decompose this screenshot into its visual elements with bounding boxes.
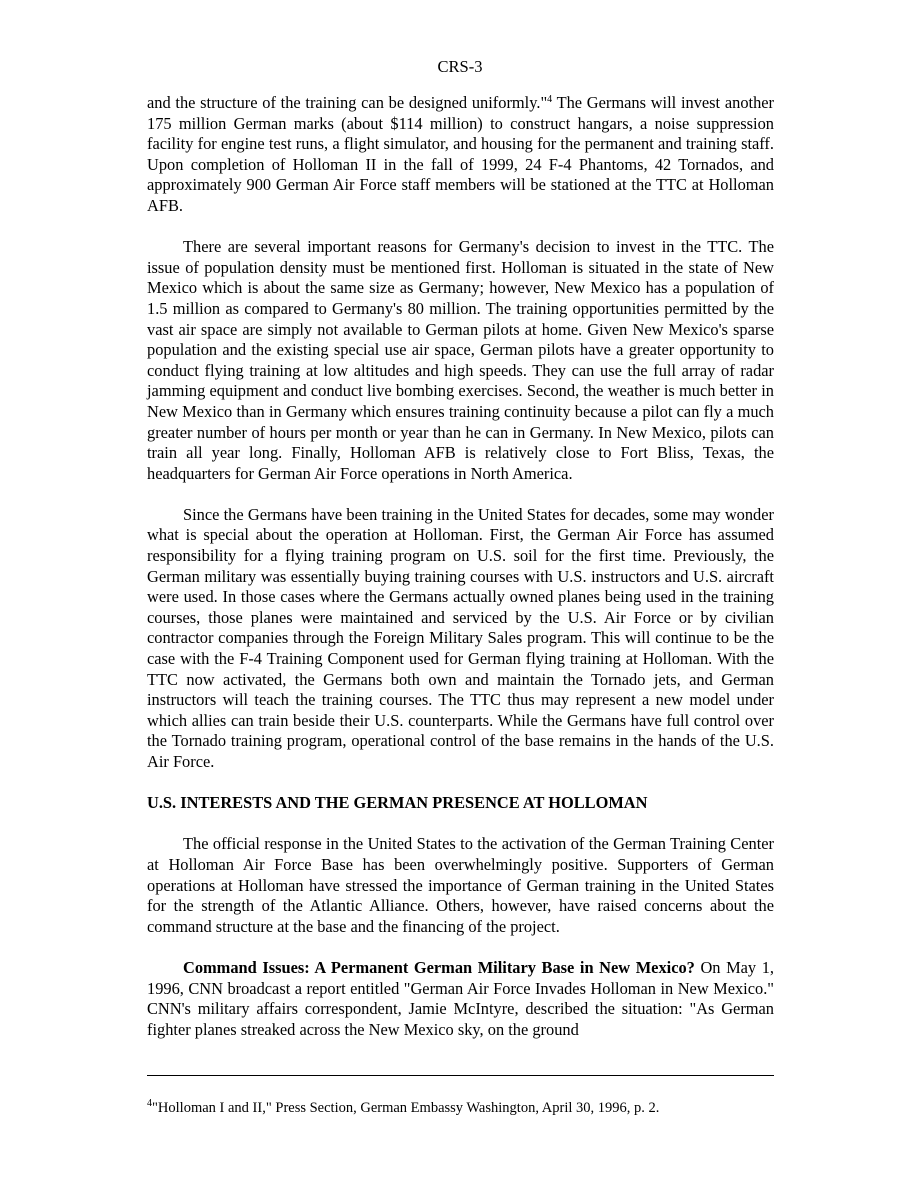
paragraph-3: Since the Germans have been training in the United States for decades, some may wonder what is special about the operation at Holloman. First, the German Air Force has assumed responsibility for a flying training program on U.S. soil for the first time. Previously, the German military was essentially buying training courses with U.S. instructors and U.S. aircraft were used. In those cases where the Germans actually owned planes being used in the training courses, those planes were maintained and serviced by the U.S. Air Force or by civilian contractor companies through the Foreign Military Sales program. This will continue to be the case with the F-4 Training Component used for German flying training at Holloman. With the TTC now activated, the Germans both own and maintain the Tornado jets, and German instructors will teach the training courses. The TTC thus may represent a new model under which allies can train beside their U.S. counterparts. While the Germans have full control over the Tornado training program, operational control of the base remains in the hands of the U.S. Air Force.	[147, 504, 774, 771]
paragraph-1	[147, 93, 774, 217]
paragraph-5-text: On May 1, 1996, CNN broadcast a report entitled "German Air Force Invades Holloman in New Mexico." CNN's military affairs correspondent, Jamie McIntyre, described the situation: "As German fighter planes streaked across the New Mexico sky, on the ground	[147, 957, 774, 1039]
document-body	[147, 93, 774, 1061]
run-in-heading: Command Issues: A Permanent German Military Base in New Mexico?	[183, 957, 695, 977]
footnote	[147, 1099, 774, 1117]
paragraph-4: The official response in the United States to the activation of the German Training Center at Holloman Air Force Base has been overwhelmingly positive. Supporters of German operations at Holloman have stressed the importance of German training in the United States for the strength of the Atlantic Alliance. Others, however, have raised concerns about the command structure at the base and the financing of the project.	[147, 834, 774, 936]
section-heading: U.S. INTERESTS AND THE GERMAN PRESENCE AT HOLLOMAN	[147, 793, 648, 813]
paragraph-5	[147, 958, 774, 1040]
paragraph-2: There are several important reasons for Germany's decision to invest in the TTC. The issue of population density must be mentioned first. Holloman is situated in the state of New Mexico which is about the same size as Germany; however, New Mexico has a population of 1.5 million as compared to Germany's 80 million. The training opportunities permitted by the vast air space are simply not available to German pilots at home. Given New Mexico's sparse population and the existing special use air space, German pilots have a greater opportunity to conduct flying training at low altitudes and high speeds. They can use the full array of radar jamming equipment and conduct live bombing exercises. Second, the weather is much better in New Mexico than in Germany which ensures training continuity because a pilot can fly a much greater number of hours per month or year than he can in Germany. In New Mexico, pilots can train all year long. Finally, Holloman AFB is relatively close to Fort Bliss, Texas, the headquarters for German Air Force operations in North America.	[147, 237, 774, 483]
page-header: CRS-3	[437, 57, 483, 76]
paragraph-1-text: and the structure of the training can be designed uniformly."	[147, 93, 548, 112]
footnote-divider	[147, 1075, 774, 1076]
paragraph-1-text-continued: The Germans will invest another 175 million German marks (about $114 million) to construct hangars, a noise suppression facility for engine test runs, a flight simulator, and housing for the permanent and training staff. Upon completion of Holloman II in the fall of 1999, 24 F-4 Phantoms, 42 Tornados, and approximately 900 German Air Force staff members will be stationed at the TTC at Holloman AFB.	[147, 93, 775, 215]
footnote-text: "Holloman I and II," Press Section, German Embassy Washington, April 30, 1996, p. 2.	[152, 1100, 660, 1116]
footnote-marker: 4	[147, 1098, 152, 1109]
footnote-reference: 4	[547, 94, 553, 105]
